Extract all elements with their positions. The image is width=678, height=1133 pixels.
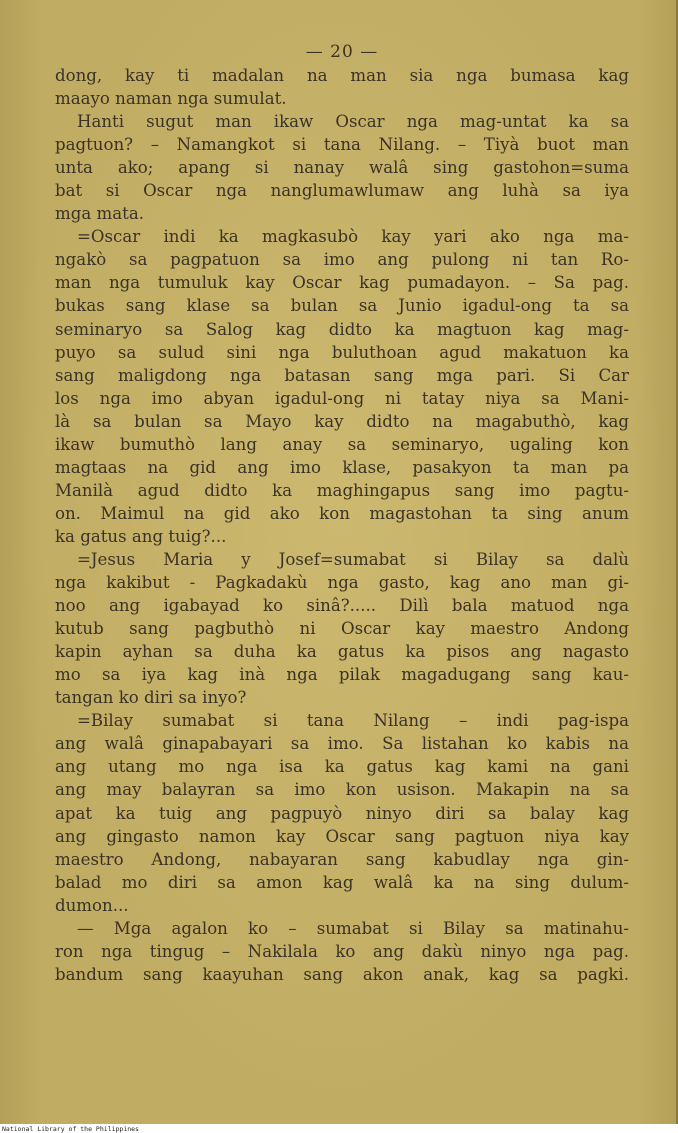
text-line: ikaw bumuthò lang anay sa seminaryo, ugaling kon xyxy=(55,434,629,454)
text-line: ka gatus ang tuig?... xyxy=(55,526,227,546)
text-line: =Oscar indi ka magkasubò kay yari ako nga ma- xyxy=(77,227,629,247)
text-line: maayo naman nga sumulat. xyxy=(55,89,287,109)
text-line: apat ka tuig ang pagpuyò ninyo diri sa balay kag xyxy=(55,803,629,823)
text-line: ang utang mo nga isa ka gatus kag kami na gani xyxy=(55,757,629,777)
text-line: =Jesus Maria y Josef=sumabat si Bilay sa dalù xyxy=(77,549,629,569)
text-line: mo sa iya kag inà nga pilak magadugang sang kau- xyxy=(55,665,629,685)
text-line: ang walâ ginapabayari sa imo. Sa listahan ko kabis na xyxy=(55,734,629,754)
text-line: mga mata. xyxy=(55,204,144,224)
text-line: maestro Andong, nabayaran sang kabudlay nga gin- xyxy=(55,849,629,869)
text-line: pagtuon? – Namangkot si tana Nilang. – Tiyà buot man xyxy=(55,135,629,155)
text-line: ron nga tingug – Nakilala ko ang dakù ninyo nga pag. xyxy=(55,941,629,961)
text-line: bandum sang kaayuhan sang akon anak, kag sa pagki. xyxy=(55,964,629,984)
text-line: puyo sa sulud sini nga buluthoan agud makatuon ka xyxy=(55,342,629,362)
text-line: ang gingasto namon kay Oscar sang pagtuon niya kay xyxy=(55,826,629,846)
text-line: ang may balayran sa imo kon usison. Makapin na sa xyxy=(55,780,629,800)
text-line: — Mga agalon ko – sumabat si Bilay sa matinahu- xyxy=(77,918,629,938)
body-lines xyxy=(55,64,629,986)
text-line: bat si Oscar nga nanglumawlumaw ang luhà sa iya xyxy=(55,181,629,201)
text-line: Manilà agud didto ka maghingapus sang imo pagtu- xyxy=(55,480,629,500)
text-line: unta ako; apang si nanay walâ sing gastohon=suma xyxy=(55,158,629,178)
text-line: seminaryo sa Salog kag didto ka magtuon kag mag- xyxy=(55,319,629,339)
text-line: sang maligdong nga batasan sang mga pari. Si Car xyxy=(55,365,629,385)
text-line: ngakò sa pagpatuon sa imo ang pulong ni tan Ro- xyxy=(55,250,629,270)
text-line: nga kakibut - Pagkadakù nga gasto, kag ano man gi- xyxy=(55,573,629,593)
text-line: on. Maimul na gid ako kon magastohan ta sing anum xyxy=(55,503,629,523)
text-line: dong, kay ti madalan na man sia nga bumasa kag xyxy=(55,66,629,85)
text-line: kutub sang pagbuthò ni Oscar kay maestro Andong xyxy=(55,619,629,639)
text-line: Hanti sugut man ikaw Oscar nga mag-untat ka sa xyxy=(77,112,629,132)
text-line: kapin ayhan sa duha ka gatus ka pisos ang nagasto xyxy=(55,642,629,662)
page-number: — 20 — xyxy=(305,42,379,62)
text-line: magtaas na gid ang imo klase, pasakyon ta man pa xyxy=(55,457,629,477)
text-line: =Bilay sumabat si tana Nilang – indi pag-ispa xyxy=(77,711,629,731)
text-line: tangan ko diri sa inyo? xyxy=(55,688,247,708)
text-line: noo ang igabayad ko sinâ?..... Dilì bala matuod nga xyxy=(55,596,629,616)
text-line: là sa bulan sa Mayo kay didto na magabuthò, kag xyxy=(55,411,629,431)
text-line: dumon... xyxy=(55,895,129,915)
text-line: bukas sang klase sa bulan sa Junio igadul-ong ta sa xyxy=(55,296,629,316)
text-line: balad mo diri sa amon kag walâ ka na sing dulum- xyxy=(55,872,629,892)
text-line: los nga imo abyan igadul-ong ni tatay niya sa Mani- xyxy=(55,388,629,408)
library-credit: National Library of the Philippines xyxy=(2,1125,139,1133)
text-line: man nga tumuluk kay Oscar kag pumadayon. – Sa pag. xyxy=(55,273,629,293)
page-text xyxy=(55,40,629,986)
